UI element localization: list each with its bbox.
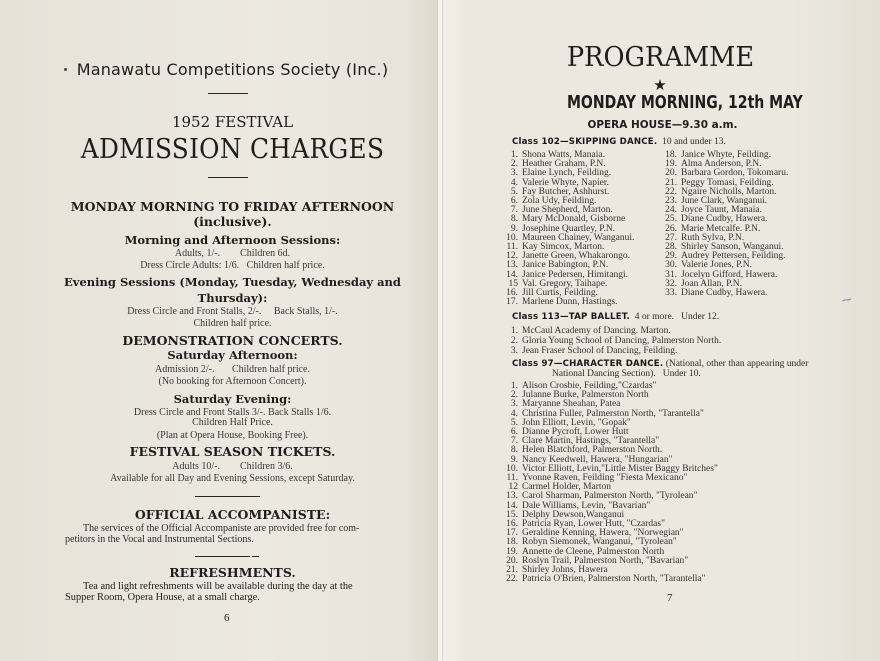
item-entry: Mary McDonald, Gisborne [522, 214, 626, 225]
item-number: 21. [506, 565, 518, 576]
item-entry: Shona Watts, Manaia. [522, 150, 605, 160]
society-name: Manawatu Competitions Society (Inc.) [76, 60, 389, 79]
refreshments-heading: REFRESHMENTS. [169, 565, 296, 580]
class-102-heading [512, 137, 726, 147]
item-number: 13. [506, 491, 518, 502]
refreshments-text-line: Supper Room, Opera House, at a small charge. [65, 592, 260, 603]
item-number: 1. [510, 326, 518, 336]
class-102-list-col2 [662, 151, 788, 298]
class-detail: 4 or more. Under 12. [634, 312, 720, 322]
item-number: 8. [510, 445, 518, 456]
item-entry: Roslyn Trail, Palmerston North, "Bavarian" [522, 555, 689, 566]
admission-title: ADMISSION CHARGES [80, 134, 385, 165]
item-number: 9. [510, 223, 518, 234]
item-number: 3. [510, 168, 518, 179]
item-number: 18. [665, 150, 677, 160]
item-number: 26. [665, 223, 677, 234]
item-entry: Janice Whyte, Feilding. [681, 150, 772, 160]
season-availability: Available for all Day and Evening Sessions, except Saturday. [110, 473, 355, 484]
item-entry: Peggy Tomasi, Feilding. [681, 177, 774, 188]
class-102-list-col1 [503, 151, 634, 307]
weekday-heading: MONDAY MORNING TO FRIDAY AFTERNOON [70, 199, 395, 214]
item-entry: Valerie Whyte, Napier. [522, 177, 609, 188]
item-entry: Robyn Siemonek, Wanganui, "Tyrolean" [522, 537, 677, 548]
item-entry: Alma Anderson, P.N. [681, 159, 762, 170]
evening-children: Children half price. [193, 318, 272, 329]
season-prices: Adults 10/-. Children 3/6. [172, 461, 293, 472]
item-entry: Dale Williams, Levin, "Bavarian" [522, 500, 651, 511]
item-number: 11. [506, 473, 518, 484]
sat-afternoon-prices: Admission 2/-. Children half price. [155, 364, 310, 375]
divider [195, 496, 260, 497]
season-heading: FESTIVAL SEASON TICKETS. [129, 444, 336, 459]
item-entry: Carol Sharman, Palmerston North, "Tyrolean" [522, 491, 698, 502]
list-item [503, 326, 721, 336]
divider [208, 93, 248, 94]
accompaniste-text-line: petitors in the Vocal and Instrumental Sections. [65, 534, 254, 545]
festival-year: 1952 FESTIVAL [171, 113, 294, 131]
item-number: 2. [510, 336, 518, 346]
item-number: 28. [665, 242, 677, 253]
refreshments-text [65, 581, 390, 603]
class-detail: 10 and under 13. [662, 137, 726, 147]
item-number: 16. [506, 288, 518, 299]
item-number: 7. [510, 205, 518, 216]
item-number: 15 [508, 278, 518, 289]
item-entry: Janice Babington, P.N. [522, 260, 609, 271]
item-number: 18. [506, 537, 518, 548]
evening-heading-cont: Thursday): [197, 291, 268, 305]
item-number: 1. [510, 381, 518, 391]
item-number: 15. [506, 509, 518, 520]
item-entry: Marlene Dunn, Hastings. [522, 297, 618, 308]
item-number: 3. [510, 346, 518, 356]
item-number: 32. [665, 278, 677, 289]
item-number: 25. [665, 214, 677, 225]
item-entry: Victor Elliott, Levin,"Little Mister Baggy Britches" [522, 463, 718, 474]
item-entry: Diane Cudby, Hawera. [681, 288, 768, 299]
item-entry: McCaul Academy of Dancing. Marton. [522, 326, 671, 336]
sat-evening-heading: Saturday Evening: [173, 392, 292, 406]
item-entry: Alison Crosbie, Feilding,"Czardas" [522, 381, 657, 391]
item-number: 17. [506, 528, 518, 539]
item-number: 16. [506, 519, 518, 530]
item-number: 10. [506, 463, 518, 474]
item-number: 21. [665, 177, 677, 188]
item-number: 12 [508, 482, 518, 493]
sat-afternoon-heading: Saturday Afternoon: [167, 348, 298, 362]
divider [252, 556, 259, 557]
item-number: 27. [665, 232, 677, 243]
class-97-heading [512, 359, 808, 369]
list-item [503, 336, 721, 346]
item-entry: Marie Metcalfe. P.N. [681, 223, 761, 234]
item-number: 23. [665, 196, 677, 207]
item-entry: Patricia O'Brien, Palmerston North, "Tarantella" [522, 574, 706, 585]
item-number: 24. [665, 205, 677, 216]
item-number: 4. [510, 177, 518, 188]
item-entry: Shirley Sanson, Wanganui. [681, 242, 784, 253]
item-entry: Maryanne Sheahan, Patea [522, 399, 621, 410]
evening-heading: Evening Sessions (Monday, Tuesday, Wednesday and [64, 275, 401, 289]
item-number: 10. [506, 232, 518, 243]
item-number: 3. [510, 399, 518, 410]
item-entry: Joyce Taunt, Manaia. [681, 205, 762, 216]
item-entry: Valerie Jones, P.N. [681, 260, 752, 271]
item-number: 19. [665, 159, 677, 170]
item-entry: Joan Allan, P.N. [681, 278, 742, 289]
item-number: 20. [506, 555, 518, 566]
session-heading: MONDAY MORNING, 12th MAY [566, 92, 803, 113]
morning-heading: Morning and Afternoon Sessions: [124, 233, 341, 247]
sat-afternoon-note: (No booking for Afternoon Concert). [158, 376, 307, 387]
item-number: 22. [506, 574, 518, 585]
accompaniste-text-line: The services of the Official Accompaniste are provided free for com- [83, 523, 360, 534]
item-entry: Jill Curtis, Feilding. [522, 288, 599, 299]
sat-evening-prices: Dress Circle and Front Stalls 3/-. Back Stalls 1/6. [133, 407, 332, 418]
item-entry: June Clark, Wanganui. [681, 196, 768, 207]
item-entry: Gloria Young School of Dancing, Palmerston North. [522, 336, 722, 346]
item-number: 20. [665, 168, 677, 179]
item-number: 30. [665, 260, 677, 271]
item-entry: Zola Udy, Feilding. [522, 196, 597, 207]
accompaniste-text [65, 523, 390, 545]
item-entry: Diane Cudby, Hawera. [681, 214, 768, 225]
item-number: 2. [510, 390, 518, 401]
item-entry: Fay Butcher, Ashhurst. [522, 186, 610, 197]
sat-evening-children: Children Half Price. [192, 417, 273, 428]
item-number: 11. [506, 242, 518, 253]
pencil-mark: ⁓ [840, 294, 854, 307]
item-entry: Barbara Gordon, Tokomaru. [681, 168, 789, 179]
item-number: 19. [506, 546, 518, 557]
page-number: 6 [224, 612, 230, 624]
item-number: 4. [510, 408, 518, 419]
item-entry: Kay Simcox, Marton. [522, 242, 605, 253]
item-entry: Jean Fraser School of Dancing, Feilding. [522, 346, 678, 356]
list-item [503, 346, 721, 356]
item-entry: Yvonne Raven, Feilding "Fiesta Mexicano" [522, 473, 688, 484]
item-entry: Patricia Ryan, Lower Hutt, "Czardas" [522, 519, 665, 530]
item-entry: Heather Graham, P.N. [522, 159, 606, 170]
item-entry: Jocelyn Gifford, Hawera. [681, 269, 778, 280]
programme-title: PROGRAMME [566, 42, 755, 73]
refreshments-text-line: Tea and light refreshments will be available during the day at the [83, 581, 353, 592]
item-entry: Nancy Keedwell, Hawera, "Hungarian" [522, 454, 673, 465]
item-number: 1. [510, 150, 518, 160]
divider [208, 177, 248, 178]
item-entry: Julanne Burke, Palmerston North [522, 390, 649, 401]
class-label: Class 113—TAP BALLET. [512, 312, 630, 322]
item-entry: Shirley Johns, Hawera [522, 565, 608, 576]
weekday-sub: (inclusive). [193, 214, 272, 229]
item-number: 6. [510, 427, 518, 438]
item-entry: Josephine Quartley, P.N. [522, 223, 616, 234]
item-entry: John Elliott, Levin, "Gopak" [522, 417, 631, 428]
item-number: 7. [510, 436, 518, 447]
item-number: 29. [665, 251, 677, 262]
item-number: 5. [510, 186, 518, 197]
item-number: 31. [665, 269, 677, 280]
item-number: 14. [506, 500, 518, 511]
item-entry: Annette de Cleene, Palmerston North [522, 546, 665, 557]
venue-time: OPERA HOUSE—9.30 a.m. [587, 118, 738, 131]
item-number: 2. [510, 159, 518, 170]
item-entry: Maureen Chainey, Wanganui. [522, 232, 635, 243]
item-entry: Dianne Pycroft, Lower Hutt [522, 427, 629, 438]
item-number: 8. [510, 214, 518, 225]
accompaniste-heading: OFFICIAL ACCOMPANISTE: [134, 507, 331, 522]
class-113-list [503, 326, 721, 356]
item-number: 6. [510, 196, 518, 207]
class-label: Class 102—SKIPPING DANCE. [512, 137, 658, 147]
item-entry: Delphy Dewson,Wanganui [522, 509, 625, 520]
item-entry: Christina Fuller, Palmerston North, "Tarantella" [522, 408, 704, 419]
item-entry: Audrey Pettersen, Feilding. [681, 251, 786, 262]
item-number: 33. [665, 288, 677, 299]
evening-prices: Dress Circle and Front Stalls, 2/-. Back Stalls, 1/-. [127, 306, 338, 317]
item-entry: Val. Gregory, Taihape. [522, 278, 608, 289]
item-entry: Ruth Sylva, P.N. [681, 232, 745, 243]
demo-heading: DEMONSTRATION CONCERTS. [122, 333, 343, 348]
item-entry: June Shepherd, Marton. [522, 205, 613, 216]
sat-evening-note: (Plan at Opera House, Booking Free). [156, 430, 309, 441]
class-detail: (National, other than appearing under [665, 359, 809, 369]
item-entry: Geraldine Kenning, Hawera, "Norwegian" [522, 528, 684, 539]
star-icon: ★ [653, 78, 667, 94]
item-entry: Janette Green, Whakarongo. [522, 251, 630, 262]
item-number: 13. [506, 260, 518, 271]
item-entry: Carmel Holder, Marton [522, 482, 612, 493]
page-number: 7 [667, 592, 673, 604]
item-number: 12. [506, 251, 518, 262]
item-entry: Helen Blatchford, Palmerston North. [522, 445, 663, 456]
item-entry: Ngaire Nicholls, Marton. [681, 186, 777, 197]
list-item [662, 289, 788, 298]
morning-dress-circle: Dress Circle Adults: 1/6. Children half price. [140, 260, 325, 271]
item-number: 14. [506, 269, 518, 280]
list-item [503, 575, 718, 584]
item-entry: Elaine Lynch, Feilding. [522, 168, 612, 179]
class-97-detail-cont: National Dancing Section). Under 10. [552, 369, 701, 379]
item-number: 9. [510, 454, 518, 465]
list-item [503, 298, 634, 307]
class-label: Class 97—CHARACTER DANCE. [512, 359, 664, 369]
item-entry: Janice Pedersen, Himitangi. [522, 269, 629, 280]
divider [195, 556, 250, 557]
class-97-list [503, 382, 718, 584]
item-number: 17. [506, 297, 518, 308]
item-entry: Clare Martin, Hastings, "Tarantella" [522, 436, 660, 447]
book-spine [438, 0, 442, 661]
item-number: 22. [665, 186, 677, 197]
class-113-heading [512, 312, 719, 322]
morning-prices: Adults, 1/-. Children 6d. [174, 248, 291, 259]
item-number: 5. [510, 417, 518, 428]
